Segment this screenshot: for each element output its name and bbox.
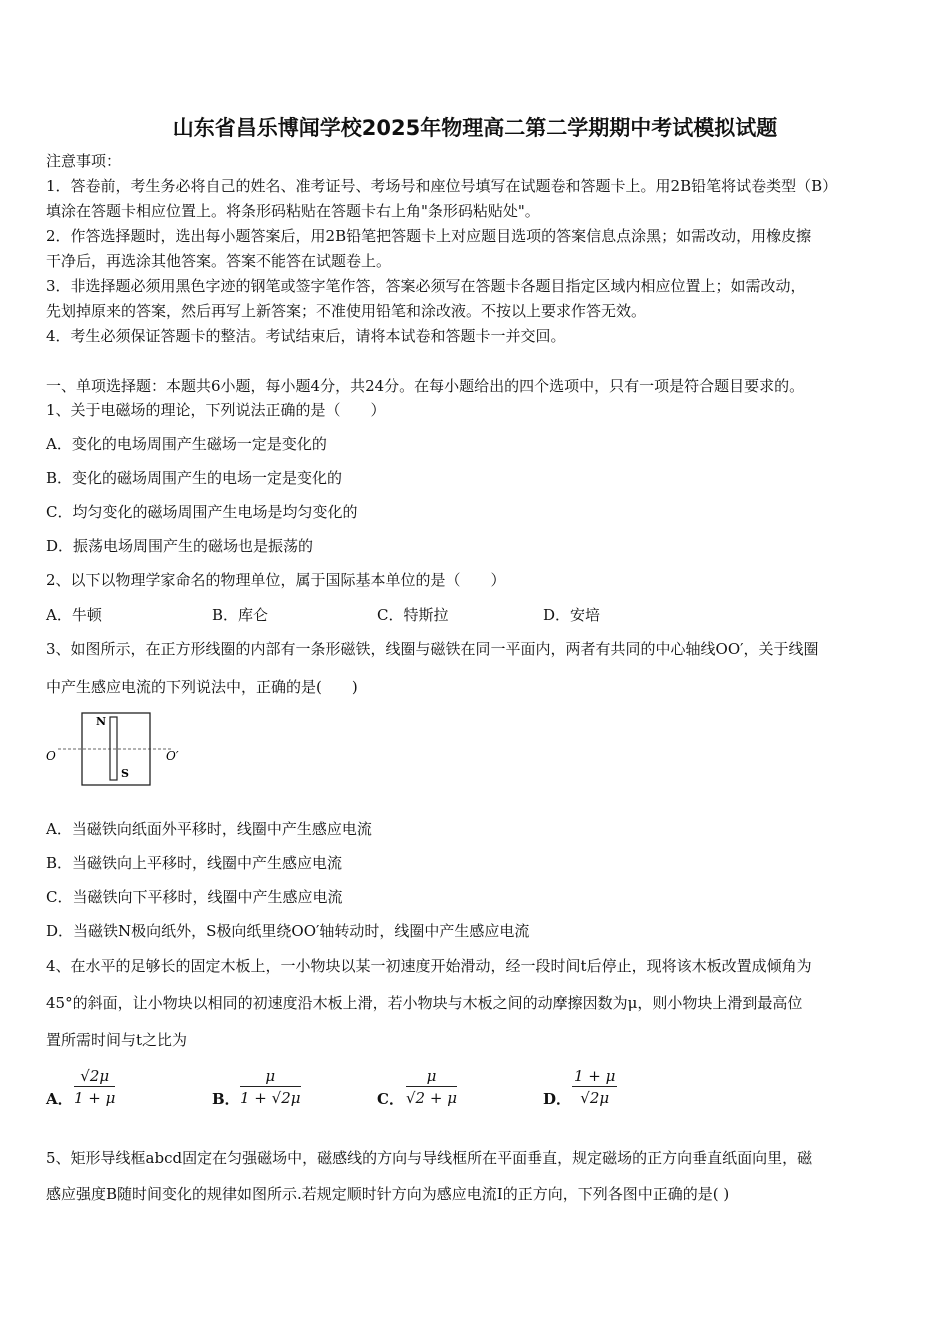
q5-stem: 感应强度B随时间变化的规律如图所示.若规定顺时针方向为感应电流I的正方向，下列各图中正确的是( ) <box>46 1185 730 1203</box>
fraction-denominator: √2 + μ <box>406 1089 457 1107</box>
notice-line: 4．考生必须保证答题卡的整洁。考试结束后，请将本试卷和答题卡一并交回。 <box>46 327 566 345</box>
q4-option-d-label: D． <box>543 1090 572 1108</box>
q2-option-d: D．安培 <box>543 606 601 624</box>
q3-option-c: C．当磁铁向下平移时，线圈中产生感应电流 <box>46 888 343 906</box>
q2-option-c: C．特斯拉 <box>377 606 449 624</box>
fraction-numerator: 1 + μ <box>574 1067 616 1085</box>
fraction-denominator: 1 + √2μ <box>240 1089 301 1107</box>
q3-option-b: B．当磁铁向上平移时，线圈中产生感应电流 <box>46 854 343 872</box>
q4-option-d-fraction <box>572 1066 617 1109</box>
section-heading: 一、单项选择题：本题共6小题，每小题4分，共24分。在每小题给出的四个选项中，只有一项是符合题目要求的。 <box>46 377 805 395</box>
notice-line: 先划掉原来的答案，然后再写上新答案；不准使用铅笔和涂改液。不按以上要求作答无效。 <box>46 302 647 320</box>
magnet-n-label: N <box>96 715 107 728</box>
fraction-denominator: 1 + μ <box>74 1089 116 1107</box>
q5-stem: 5、矩形导线框abcd固定在匀强磁场中，磁感线的方向与导线框所在平面垂直，规定磁场的正方向垂直纸面向里，磁 <box>46 1149 813 1167</box>
notice-line: 1．答卷前，考生务必将自己的姓名、准考证号、考场号和座位号填写在试题卷和答题卡上。用2B铅笔将试卷类型（B） <box>46 177 838 195</box>
q3-option-d: D．当磁铁N极向纸外，S极向纸里绕OO′轴转动时，线圈中产生感应电流 <box>46 922 530 940</box>
q2-option-a: A．牛顿 <box>46 606 102 624</box>
q4-option-c-label: C． <box>377 1090 404 1108</box>
q4-stem: 置所需时间与t之比为 <box>46 1031 188 1049</box>
q4-option-b-label: B． <box>212 1090 240 1108</box>
page-title: 山东省昌乐博闻学校2025年物理高二第二学期期中考试模拟试题 <box>172 116 778 140</box>
q4-option-c-fraction <box>406 1066 457 1109</box>
q3-stem: 3、如图所示，在正方形线圈的内部有一条形磁铁，线圈与磁铁在同一平面内，两者有共同的中心轴线OO′，关于线圈 <box>46 640 819 658</box>
notice-line: 填涂在答题卡相应位置上。将条形码粘贴在答题卡右上角"条形码粘贴处"。 <box>46 202 540 220</box>
axis-o-prime-label: O′ <box>166 749 179 763</box>
fraction-denominator: √2μ <box>580 1089 610 1107</box>
magnet-s-label: S <box>121 767 129 780</box>
bar-magnet <box>110 717 117 780</box>
q1-option-b: B．变化的磁场周围产生的电场一定是变化的 <box>46 469 343 487</box>
q4-option-a-label: A． <box>46 1090 73 1108</box>
q2-option-b: B．库仑 <box>212 606 269 624</box>
fraction-numerator: √2μ <box>74 1066 115 1087</box>
fraction-numerator: μ <box>406 1066 457 1087</box>
q3-figure <box>40 705 190 795</box>
fraction-numerator: μ <box>240 1066 301 1087</box>
q4-option-a-fraction <box>74 1066 115 1109</box>
notice-line: 3．非选择题必须用黑色字迹的钢笔或签字笔作答，答案必须写在答题卡各题目指定区域内相应位置上；如需改动， <box>46 277 806 295</box>
q4-stem: 4、在水平的足够长的固定木板上，一小物块以某一初速度开始滑动，经一段时间t后停止，现将该木板改置成倾角为 <box>46 957 812 975</box>
notice-line: 干净后，再选涂其他答案。答案不能答在试题卷上。 <box>46 252 392 270</box>
q4-option-b-fraction <box>240 1066 301 1109</box>
axis-o-label: O <box>46 749 56 763</box>
q4-stem: 45°的斜面，让小物块以相同的初速度沿木板上滑，若小物块与木板之间的动摩擦因数为μ，则小物块上滑到最高位 <box>46 994 803 1012</box>
q3-option-a: A．当磁铁向纸面外平移时，线圈中产生感应电流 <box>46 820 372 838</box>
q3-stem: 中产生感应电流的下列说法中，正确的是( ) <box>46 678 358 696</box>
q1-stem: 1、关于电磁场的理论，下列说法正确的是（ ） <box>46 401 386 419</box>
q1-option-d: D．振荡电场周围产生的磁场也是振荡的 <box>46 537 314 555</box>
notice-heading: 注意事项： <box>46 152 122 170</box>
q1-option-c: C．均匀变化的磁场周围产生电场是均匀变化的 <box>46 503 358 521</box>
notice-line: 2．作答选择题时，选出每小题答案后，用2B铅笔把答题卡上对应题目选项的答案信息点涂黑；如需改动，用橡皮擦 <box>46 227 812 245</box>
q1-option-a: A．变化的电场周围产生磁场一定是变化的 <box>46 435 327 453</box>
q2-stem: 2、以下以物理学家命名的物理单位，属于国际基本单位的是（ ） <box>46 571 506 589</box>
